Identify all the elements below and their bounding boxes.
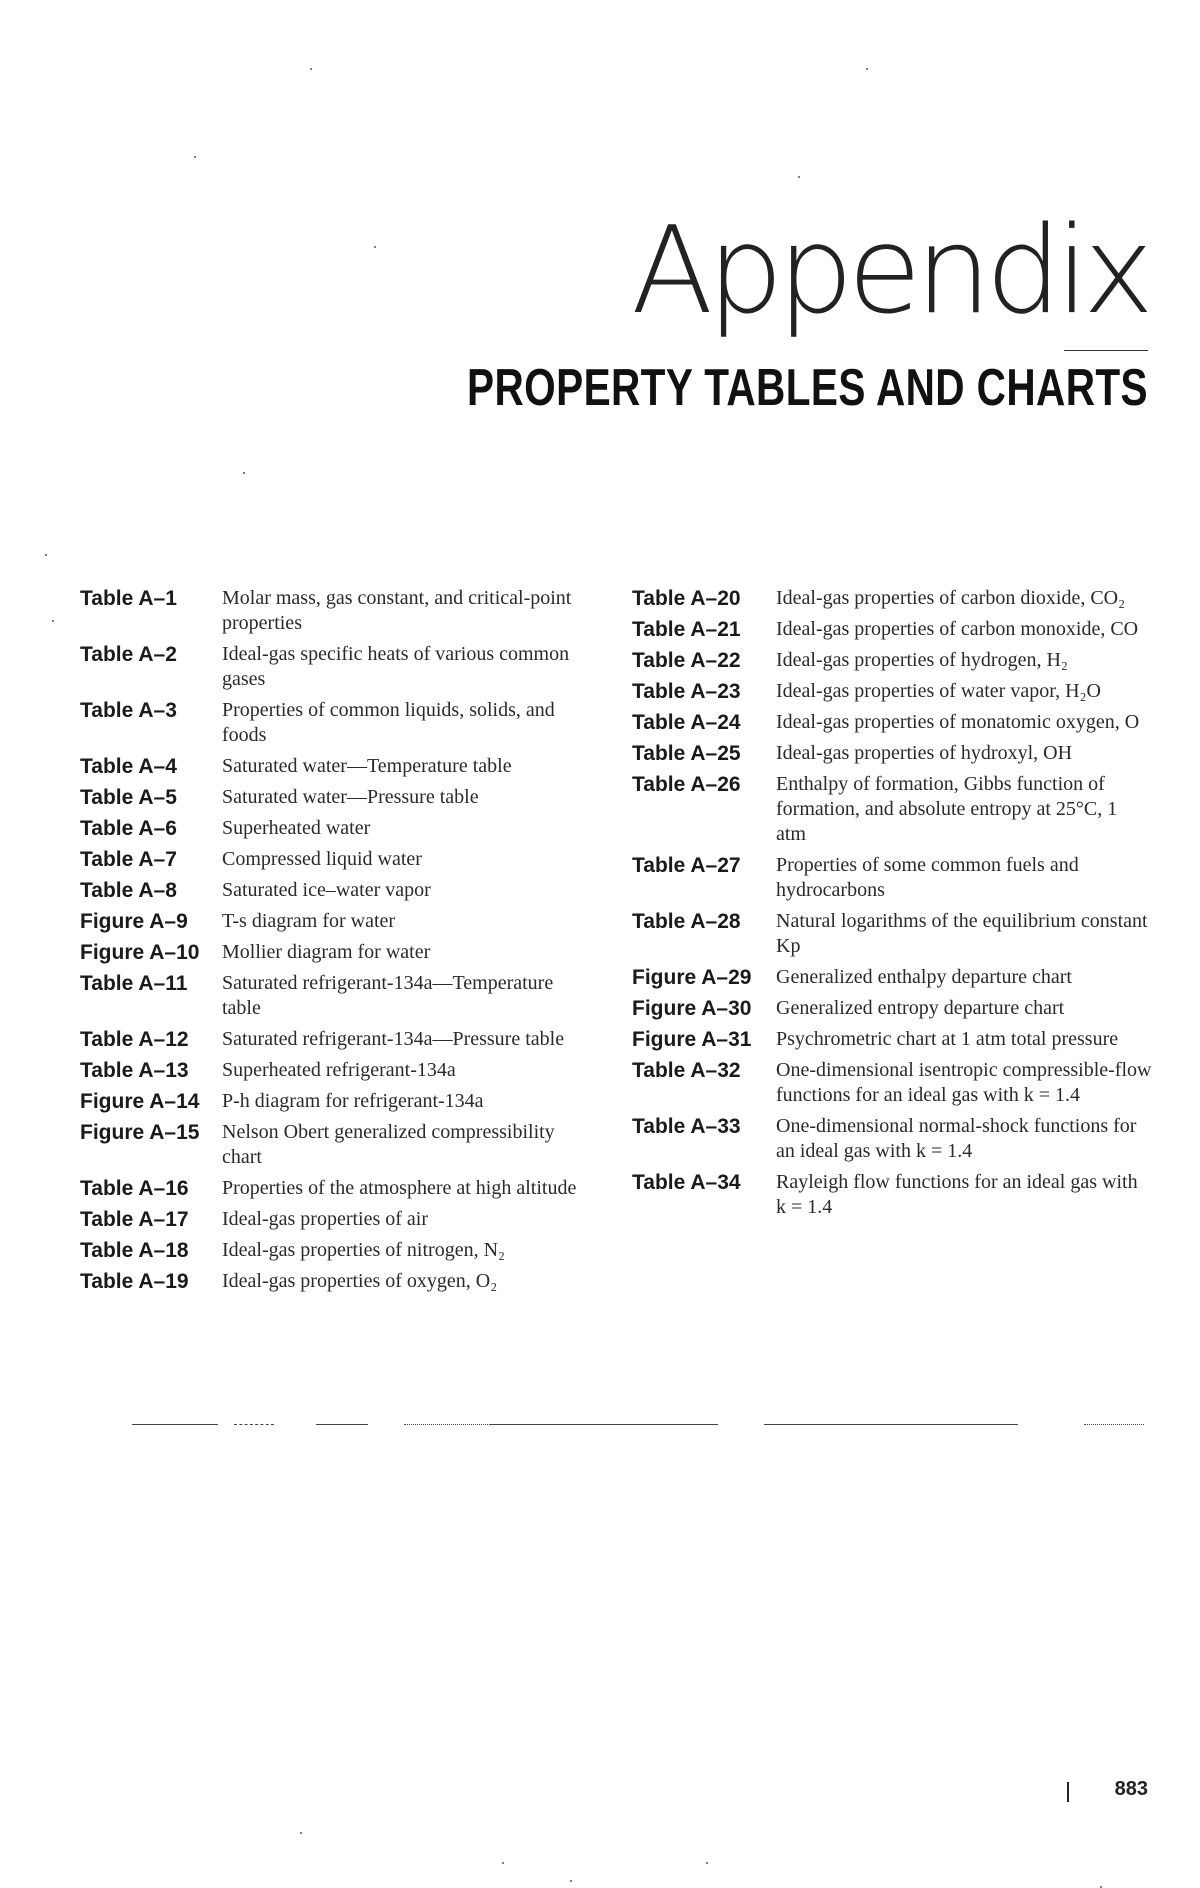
entry-label: Table A–12 — [80, 1028, 189, 1051]
entry-label: Table A–25 — [632, 742, 741, 765]
entry-label: Table A–28 — [632, 910, 741, 933]
entry-label: Table A–11 — [80, 972, 188, 995]
entry-description: Superheated refrigerant-134a — [222, 1059, 456, 1081]
entry-description: Saturated refrigerant-134a—Pressure table — [222, 1028, 565, 1050]
entry-label: Table A–3 — [80, 699, 177, 722]
contents-entry — [80, 642, 580, 692]
scan-speck — [866, 68, 868, 70]
entry-label: Table A–26 — [632, 773, 741, 796]
scan-speck — [45, 554, 47, 556]
contents-entry — [632, 996, 1152, 1021]
entry-description: P-h diagram for refrigerant-134a — [222, 1090, 484, 1112]
contents-entry — [632, 853, 1152, 903]
entry-description: Properties of some common fuels and hydrocarbons — [776, 854, 1079, 901]
entry-description: Properties of the atmosphere at high altitude — [222, 1177, 577, 1199]
entry-label: Table A–16 — [80, 1177, 189, 1200]
entry-label: Table A–7 — [80, 848, 177, 871]
footer-rule-segment — [490, 1424, 718, 1425]
contents-entry — [80, 1089, 580, 1114]
contents-entry — [80, 1176, 580, 1201]
contents-entry — [80, 1027, 580, 1052]
contents-entry — [80, 909, 580, 934]
contents-entry — [80, 785, 580, 810]
entry-description: Ideal-gas properties of monatomic oxygen, O — [776, 711, 1140, 733]
footer-rule-segment — [764, 1424, 1018, 1425]
contents-entry — [632, 586, 1152, 611]
right-contents-column — [632, 586, 1152, 1226]
entry-label: Table A–18 — [80, 1239, 189, 1262]
entry-description: Generalized enthalpy departure chart — [776, 966, 1072, 988]
entry-description: Ideal-gas properties of air — [222, 1208, 429, 1230]
entry-description: T-s diagram for water — [222, 910, 396, 932]
entry-label: Figure A–15 — [80, 1121, 200, 1144]
entry-description: Saturated water—Temperature table — [222, 755, 512, 777]
contents-entry — [80, 847, 580, 872]
entry-label: Figure A–29 — [632, 966, 752, 989]
entry-label: Table A–17 — [80, 1208, 189, 1231]
contents-entry — [80, 1120, 580, 1170]
entry-label: Table A–23 — [632, 680, 741, 703]
entry-description: Saturated water—Pressure table — [222, 786, 479, 808]
entry-description: Ideal-gas properties of hydroxyl, OH — [776, 742, 1073, 764]
entry-description: Compressed liquid water — [222, 848, 422, 870]
entry-label: Table A–5 — [80, 786, 177, 809]
contents-entry — [632, 1058, 1152, 1108]
appendix-subtitle: PROPERTY TABLES AND CHARTS — [467, 359, 1148, 417]
scan-speck — [243, 472, 245, 474]
entry-description: Generalized entropy departure chart — [776, 997, 1065, 1019]
contents-entry — [80, 971, 580, 1021]
footer-rule-segment — [316, 1424, 368, 1425]
entry-description: Ideal-gas specific heats of various common gases — [222, 643, 570, 690]
entry-description: Ideal-gas properties of hydrogen, H₂ — [776, 649, 1068, 671]
contents-entry — [632, 965, 1152, 990]
contents-entry — [80, 586, 580, 636]
scan-speck — [300, 1832, 302, 1834]
entry-label: Table A–19 — [80, 1270, 189, 1293]
scan-speck — [502, 1862, 504, 1864]
appendix-title: Appendix — [631, 202, 1148, 341]
entry-description: Mollier diagram for water — [222, 941, 431, 963]
entry-label: Table A–21 — [632, 618, 741, 641]
contents-entry — [632, 648, 1152, 673]
entry-label: Figure A–30 — [632, 997, 752, 1020]
entry-description: Ideal-gas properties of nitrogen, N₂ — [222, 1239, 505, 1261]
footer-rule-segment — [132, 1424, 218, 1425]
contents-entry — [80, 698, 580, 748]
entry-description: Nelson Obert generalized compressibility chart — [222, 1121, 555, 1168]
contents-entry — [632, 772, 1152, 847]
entry-description: Psychrometric chart at 1 atm total pressure — [776, 1028, 1119, 1050]
entry-label: Table A–8 — [80, 879, 177, 902]
entry-label: Table A–1 — [80, 587, 177, 610]
entry-description: Enthalpy of formation, Gibbs function of formation, and absolute entropy at 25°C, 1 atm — [776, 773, 1118, 845]
contents-entry — [80, 878, 580, 903]
entry-label: Figure A–31 — [632, 1028, 752, 1051]
entry-label: Table A–20 — [632, 587, 741, 610]
entry-label: Table A–2 — [80, 643, 177, 666]
contents-entry — [632, 741, 1152, 766]
contents-entry — [80, 754, 580, 779]
footer-rule-segment — [1084, 1424, 1144, 1425]
contents-entry — [80, 940, 580, 965]
entry-description: Rayleigh flow functions for an ideal gas with k = 1.4 — [776, 1171, 1138, 1218]
entry-label: Table A–22 — [632, 649, 741, 672]
scan-speck — [194, 156, 196, 158]
contents-entry — [632, 617, 1152, 642]
scan-speck — [310, 68, 312, 70]
entry-label: Figure A–14 — [80, 1090, 200, 1113]
contents-entry — [632, 1170, 1152, 1220]
contents-entry — [80, 1207, 580, 1232]
contents-entry — [632, 1114, 1152, 1164]
entry-description: Superheated water — [222, 817, 371, 839]
title-rule — [1064, 350, 1148, 351]
page-number: 883 — [1114, 1778, 1148, 1800]
footer-rule-segment — [404, 1424, 490, 1425]
entry-label: Table A–33 — [632, 1115, 741, 1138]
entry-description: One-dimensional isentropic compressible-flow functions for an ideal gas with k = 1.4 — [776, 1059, 1152, 1106]
entry-description: Properties of common liquids, solids, and foods — [222, 699, 555, 746]
entry-label: Table A–27 — [632, 854, 741, 877]
entry-label: Table A–13 — [80, 1059, 189, 1082]
contents-entry — [80, 1058, 580, 1083]
entry-description: Ideal-gas properties of oxygen, O₂ — [222, 1270, 498, 1292]
entry-label: Table A–4 — [80, 755, 177, 778]
contents-entry — [80, 816, 580, 841]
entry-description: Ideal-gas properties of carbon dioxide, CO₂ — [776, 587, 1126, 609]
entry-description: Saturated ice–water vapor — [222, 879, 431, 901]
contents-entry — [80, 1238, 580, 1263]
entry-label: Table A–34 — [632, 1171, 741, 1194]
entry-label: Figure A–9 — [80, 910, 188, 933]
contents-entry — [632, 679, 1152, 704]
scan-speck — [52, 620, 54, 622]
contents-entry — [632, 710, 1152, 735]
entry-description: Molar mass, gas constant, and critical-point properties — [222, 587, 572, 634]
contents-entry — [632, 909, 1152, 959]
scan-speck — [374, 246, 376, 248]
entry-description: Ideal-gas properties of carbon monoxide, CO — [776, 618, 1139, 640]
footer-rule-segment — [234, 1424, 274, 1425]
entry-label: Table A–6 — [80, 817, 177, 840]
entry-label: Table A–32 — [632, 1059, 741, 1082]
scan-speck — [706, 1862, 708, 1864]
left-contents-column — [80, 586, 580, 1300]
entry-description: Ideal-gas properties of water vapor, H₂O — [776, 680, 1101, 702]
entry-description: Natural logarithms of the equilibrium constant Kp — [776, 910, 1148, 957]
entry-description: Saturated refrigerant-134a—Temperature table — [222, 972, 554, 1019]
contents-entry — [80, 1269, 580, 1294]
entry-label: Table A–24 — [632, 711, 741, 734]
entry-label: Figure A–10 — [80, 941, 200, 964]
page-number-separator — [1067, 1782, 1069, 1802]
scan-speck — [570, 1880, 572, 1882]
scan-speck — [798, 176, 800, 178]
entry-description: One-dimensional normal-shock functions for an ideal gas with k = 1.4 — [776, 1115, 1137, 1162]
contents-entry — [632, 1027, 1152, 1052]
